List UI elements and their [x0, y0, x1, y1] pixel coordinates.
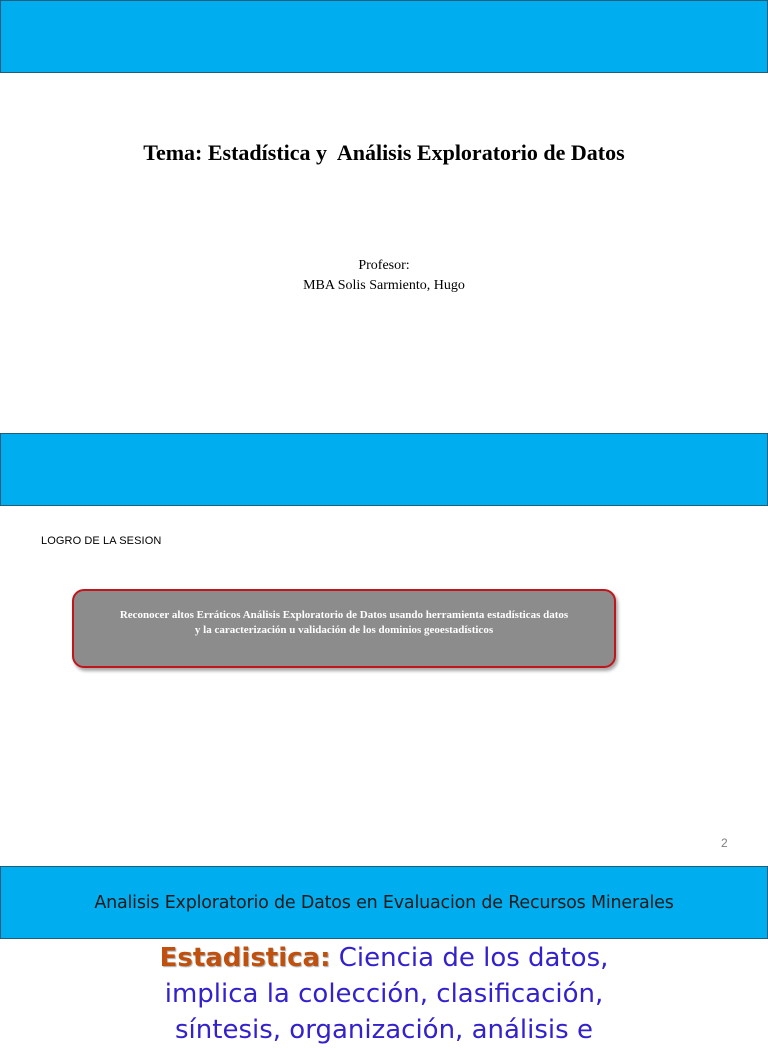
definition-line-3: síntesis, organización, análisis e	[175, 1015, 593, 1045]
slide3-header-band	[0, 866, 768, 939]
professor-label: Profesor:	[358, 258, 410, 273]
goal-line-1: Reconocer altos Erráticos Análisis Exploratorio de Datos usando herramienta estadísticas datos	[119, 609, 569, 621]
session-goal-box	[72, 589, 616, 668]
slide1-header-band	[0, 0, 768, 73]
slide2-header-band	[0, 433, 768, 506]
slide3-header-title: Analisis Exploratorio de Datos en Evaluacion de Recursos Minerales	[94, 892, 674, 913]
definition-text-1: Ciencia de los datos,	[330, 943, 609, 973]
section-label: LOGRO DE LA SESION	[41, 535, 162, 547]
definition-line-1	[0, 940, 768, 976]
goal-line-2: y la caracterización u validación de los dominios geoestadísticos	[194, 624, 494, 636]
definition-line-2: implica la colección, clasificación,	[164, 979, 604, 1009]
definition-block	[0, 937, 768, 1048]
page-number: 2	[721, 836, 728, 850]
definition-term: Estadistica:	[159, 943, 331, 973]
professor-name: MBA Solis Sarmiento, Hugo	[303, 278, 465, 293]
slide1-title: Tema: Estadística y Análisis Exploratorio de Datos	[143, 140, 625, 165]
